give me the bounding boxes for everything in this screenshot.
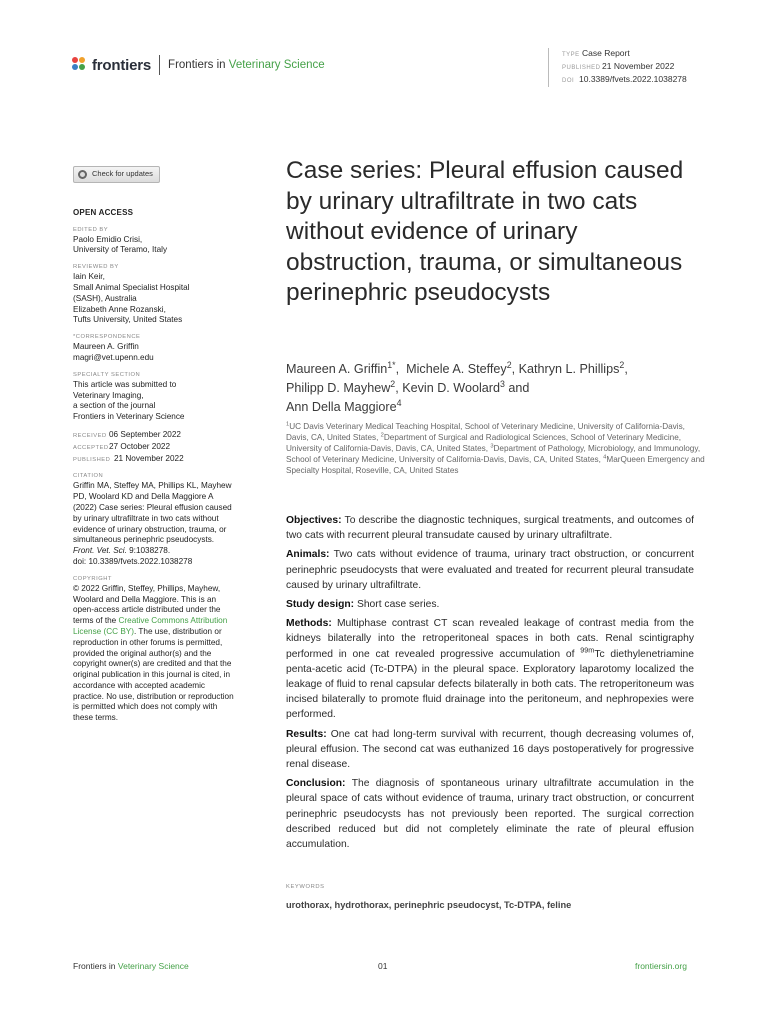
reviewed-by-section <box>73 263 235 326</box>
citation-label: CITATION <box>73 473 104 480</box>
author-name[interactable]: Philipp D. Mayhew <box>286 380 391 395</box>
open-access-label: OPEN ACCESS <box>73 207 134 217</box>
affil-sup: 1 <box>286 421 290 428</box>
journal-name[interactable] <box>168 59 325 71</box>
specialty-line: Veterinary Imaging, <box>73 390 144 400</box>
edited-by-label: EDITED BY <box>73 226 109 233</box>
published-label: PUBLISHED <box>73 456 111 463</box>
objectives-text: To describe the diagnostic techniques, surgical treatments, and outcomes of two cats with recurrent pleural transudate caused by urinary ultrafiltrate. <box>286 515 694 542</box>
results-text: One cat had long-term survival with recurrent, though decreasing volumes of, pleural effusion. The second cat was euthanized 16 days postoperatively for progressive renal disease. <box>286 728 694 771</box>
specialty-line: Frontiers in Veterinary Science <box>73 412 185 422</box>
doi-label: DOI <box>562 78 575 84</box>
edited-by-section <box>73 226 235 257</box>
author-name[interactable]: Maureen A. Griffin <box>286 362 388 376</box>
methods-text-cont: Tc diethylenetriamine penta-acetic acid (Tc-DTPA) in the pleural space. Exploratory laparotomy localized the leakage of fluid to renal capsular defects bilaterally in both cats. The retroperitoneum was incised bilaterally to promote fluid drainage into the peritoneum, and nephropexies were performed. <box>286 648 694 721</box>
copyright-pre: © 2022 Griffin, Steffey, Phillips, Mayhew, Woolard and Della Maggiore. This is an open-access article distributed under the terms of the <box>73 583 221 626</box>
abstract-methods <box>286 616 694 722</box>
author-list: Maureen A. Griffin$^{1*}$, Michele A. Steffey$^2$, Kathryn L. Phillips$^2$, Philipp D. Mayhew$^2$, Kevin D. Woolard$^3$ and Ann Della Maggiore$^4$ <box>286 359 628 414</box>
methods-label: Methods: <box>286 618 332 630</box>
abstract-results <box>286 727 694 773</box>
author-name[interactable]: Kevin D. Woolard <box>402 380 500 395</box>
journal-section: Veterinary Science <box>228 59 325 71</box>
abstract-animals <box>286 547 694 593</box>
keywords-label: KEYWORDS <box>286 884 325 890</box>
specialty-line: This article was submitted to <box>73 379 177 389</box>
reviewer-line: Iain Keir, <box>73 272 105 282</box>
accepted-date: 27 October 2022 <box>109 441 170 451</box>
author-sup: 1* <box>387 359 396 370</box>
dates-section <box>73 430 235 465</box>
abstract <box>286 513 694 856</box>
author-name[interactable]: Kathryn L. Phillips <box>518 362 620 376</box>
author-sup: 2 <box>619 359 625 370</box>
specialty-section <box>73 371 235 423</box>
author-sup: 4 <box>396 397 402 408</box>
article-type: Case Report <box>582 48 630 58</box>
author-name[interactable]: Michele A. Steffey <box>406 362 507 376</box>
footer-journal-name: Veterinary Science <box>117 961 189 971</box>
reviewer-line: Elizabeth Anne Rozanski, <box>73 304 166 314</box>
animals-label: Animals: <box>286 549 330 561</box>
correspondence-section <box>73 333 235 364</box>
isotope-sup: 99m <box>580 645 595 655</box>
results-label: Results: <box>286 728 327 740</box>
received-date: 06 September 2022 <box>109 429 181 439</box>
footer-site-link[interactable]: frontiersin.org <box>635 961 687 971</box>
affil-text: Department of Pathology, Microbiology, and Immunology, School of Veterinary Medicine, University of California-Davis, Davis, CA, United States, <box>286 444 701 464</box>
doi-value[interactable]: 10.3389/fvets.2022.1038278 <box>579 74 687 84</box>
logo-divider <box>159 55 160 75</box>
copyright-text <box>73 584 235 724</box>
citation-text: Griffin MA, Steffey MA, Phillips KL, Mayhew PD, Woolard KD and Della Maggiore A (2022) Case series: Pleural effusion caused by urinary ultrafiltrate in two cats without evidence of urinary obstruction, trauma, or simultaneous perinephric pseudocysts. <box>73 481 232 545</box>
conclusion-text: The diagnosis of spontaneous urinary ultrafiltrate accumulation in the pleural space of cats without evidence of trauma, urinary tract obstruction, or concurrent perinephric pseudocysts has not previously been reported. The surgical correction described reduced but did not completely eliminate the rate of pleural effusion accumulation. <box>286 778 694 851</box>
specialty-line: a section of the journal <box>73 401 156 411</box>
logo-text: frontiers <box>92 56 152 74</box>
reviewed-by-label: REVIEWED BY <box>73 264 119 271</box>
correspondent-name: Maureen A. Griffin <box>73 342 139 352</box>
author-and: and <box>508 380 530 395</box>
objectives-label: Objectives: <box>286 515 342 526</box>
received-label: RECEIVED <box>73 432 107 439</box>
published-date: 21 November 2022 <box>602 61 675 71</box>
affil-sup: 4 <box>603 454 607 461</box>
affil-text: UC Davis Veterinary Medical Teaching Hospital, School of Veterinary Medicine, University of California-Davis, Davis, CA, United States, <box>286 422 685 442</box>
correspondent-email[interactable]: magri@vet.upenn.edu <box>73 352 154 362</box>
citation-volume: 9:1038278. <box>129 546 171 556</box>
check-updates-label: Check for updates <box>92 169 153 178</box>
design-text: Short case series. <box>356 599 440 611</box>
reviewer-line: Small Animal Specialist Hospital <box>73 282 190 292</box>
abstract-objectives <box>286 513 694 543</box>
frontiers-logo-icon <box>72 57 88 73</box>
design-label: Study design: <box>286 599 355 611</box>
author-name[interactable]: Ann Della Maggiore <box>286 399 397 414</box>
abstract-conclusion <box>286 776 694 852</box>
affil-text: Department of Surgical and Radiological Sciences, School of Veterinary Medicine, University of California-Davis, Davis, CA, United States, <box>286 433 682 453</box>
type-label: TYPE <box>562 52 580 58</box>
author-sup: 2 <box>506 359 512 370</box>
reviewer-line: (SASH), Australia <box>73 293 137 303</box>
correspondence-label: *CORRESPONDENCE <box>73 334 141 341</box>
author-sup: 3 <box>499 378 505 389</box>
update-check-icon <box>78 170 87 179</box>
methods-text: Multiphase contrast CT scan revealed leakage of contrast media from the kidneys bilaterally into the retroperitoneal spaces in both cats. Renal scintigraphy performed in one cat revealed progressive accumulation of <box>286 618 694 660</box>
copyright-label: COPYRIGHT <box>73 575 112 582</box>
affil-sup: 2 <box>380 432 384 439</box>
frontiers-logo[interactable] <box>72 55 325 75</box>
journal-prefix: Frontiers in <box>168 59 226 71</box>
accepted-label: ACCEPTED <box>73 444 109 451</box>
citation-section <box>73 472 235 567</box>
affil-text: MarQueen Emergency and Specialty Hospital, Roseville, CA, United States <box>286 455 705 475</box>
article-meta <box>548 48 687 87</box>
citation-journal: Front. Vet. Sci. <box>73 546 127 556</box>
specialty-label: SPECIALTY SECTION <box>73 371 141 378</box>
abstract-design <box>286 597 694 612</box>
editor-name: Paolo Emidio Crisi, <box>73 234 143 244</box>
conclusion-label: Conclusion: <box>286 778 346 790</box>
published-date: 21 November 2022 <box>114 453 184 463</box>
copyright-post: . The use, distribution or reproduction in other forums is permitted, provided the original author(s) and the copyright owner(s) are credited and that the original publication in this journal is cited, in accordance with accepted academic practice. No use, distribution or reproduction is permitted which does not comply with these terms. <box>73 626 234 723</box>
editor-affiliation: University of Teramo, Italy <box>73 245 168 255</box>
author-sup: 2 <box>390 378 396 389</box>
copyright-section <box>73 575 235 724</box>
check-for-updates-button[interactable] <box>73 166 160 183</box>
footer-journal[interactable] <box>73 961 189 971</box>
sidebar <box>73 166 235 724</box>
affiliations <box>286 421 706 476</box>
keywords: urothorax, hydrothorax, perinephric pseudocyst, Tc-DTPA, feline <box>286 900 572 910</box>
article-title: Case series: Pleural effusion caused by urinary ultrafiltrate in two cats without evidence of urinary obstruction, trauma, or simultaneous perinephric pseudocysts <box>286 157 684 307</box>
reviewer-line: Tufts University, United States <box>73 315 183 325</box>
animals-text: Two cats without evidence of trauma, urinary tract obstruction, or concurrent perinephric pseudocysts that were evaluated and treated for recurrent pleural transudate caused by urinary ultrafiltrate. <box>286 549 694 591</box>
cc-license-link[interactable]: Creative Commons Attribution License (CC BY) <box>73 616 228 636</box>
footer-journal-prefix: Frontiers in <box>73 961 116 971</box>
citation-doi[interactable]: doi: 10.3389/fvets.2022.1038278 <box>73 556 193 566</box>
published-label: PUBLISHED <box>562 65 601 71</box>
page-number: 01 <box>378 961 388 971</box>
affil-sup: 3 <box>490 443 494 450</box>
